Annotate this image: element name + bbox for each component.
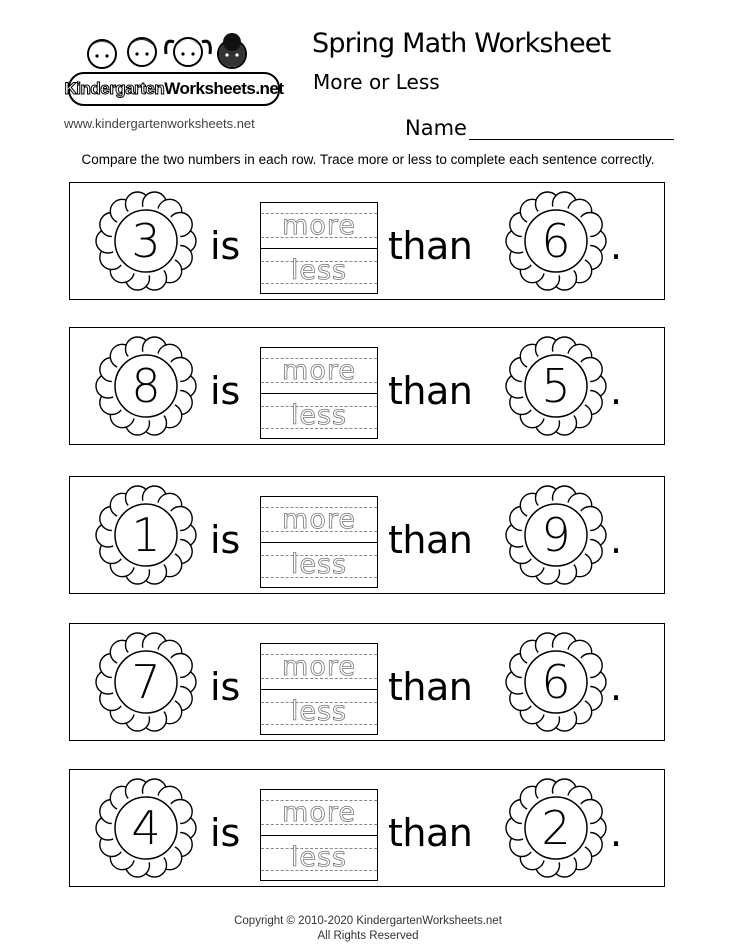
name-blank-line[interactable] [469,117,674,140]
word-is: is [210,811,241,855]
name-label: Name [405,116,467,140]
sentence-period: . [610,811,623,855]
word-is: is [210,224,241,268]
right-number: 6 [541,655,571,709]
word-than: than [388,665,473,709]
sentence-period: . [610,518,623,562]
trace-less[interactable]: less [290,400,348,431]
trace-more[interactable]: more [282,355,356,386]
trace-more[interactable]: more [282,797,356,828]
left-number: 8 [131,359,161,413]
flower-icon [94,776,198,880]
copyright-text: Copyright © 2010-2020 KindergartenWorksheets.net [234,915,502,927]
exercise-row [69,327,665,445]
word-is: is [210,665,241,709]
exercise-row [69,623,665,741]
left-number: 3 [131,214,161,268]
trace-choice-box[interactable] [260,789,378,881]
right-number: 2 [541,801,571,855]
exercise-row [69,182,665,300]
footer [0,914,736,944]
left-number: 1 [131,508,161,562]
left-number: 4 [131,801,161,855]
word-than: than [388,811,473,855]
flower-icon [504,630,608,734]
logo-wordmark [64,72,284,106]
trace-less[interactable]: less [290,842,348,873]
site-logo [60,28,285,108]
word-is: is [210,518,241,562]
rights-text: All Rights Reserved [317,930,419,942]
trace-choice-box[interactable] [260,347,378,439]
worksheet-title: Spring Math Worksheet [312,28,611,59]
instructions: Compare the two numbers in each row. Trace more or less to complete each sentence correctly. [81,152,655,167]
trace-choice-box[interactable] [260,202,378,294]
exercise-row [69,769,665,887]
sentence-period: . [610,369,623,413]
trace-less[interactable]: less [290,255,348,286]
word-is: is [210,369,241,413]
sentence-period: . [610,665,623,709]
flower-icon [94,630,198,734]
trace-less[interactable]: less [290,549,348,580]
trace-choice-box[interactable] [260,496,378,588]
trace-more[interactable]: more [282,651,356,682]
logo-text-suffix: Worksheets.net [164,79,284,98]
word-than: than [388,369,473,413]
trace-more[interactable]: more [282,210,356,241]
flower-icon [504,189,608,293]
kids-faces-icon [60,28,285,78]
logo-text-prefix: Kindergarten [64,79,165,98]
trace-more[interactable]: more [282,504,356,535]
right-number: 9 [541,508,571,562]
left-number: 7 [131,655,161,709]
word-than: than [388,224,473,268]
flower-icon [504,334,608,438]
flower-icon [94,189,198,293]
worksheet-subtitle: More or Less [313,70,440,94]
right-number: 6 [541,214,571,268]
trace-less[interactable]: less [290,696,348,727]
flower-icon [504,776,608,880]
website-url: www.kindergartenworksheets.net [64,116,255,131]
right-number: 5 [541,359,571,413]
sentence-period: . [610,224,623,268]
trace-choice-box[interactable] [260,643,378,735]
exercise-row [69,476,665,594]
flower-icon [94,483,198,587]
flower-icon [504,483,608,587]
flower-icon [94,334,198,438]
name-field[interactable] [405,116,674,140]
word-than: than [388,518,473,562]
